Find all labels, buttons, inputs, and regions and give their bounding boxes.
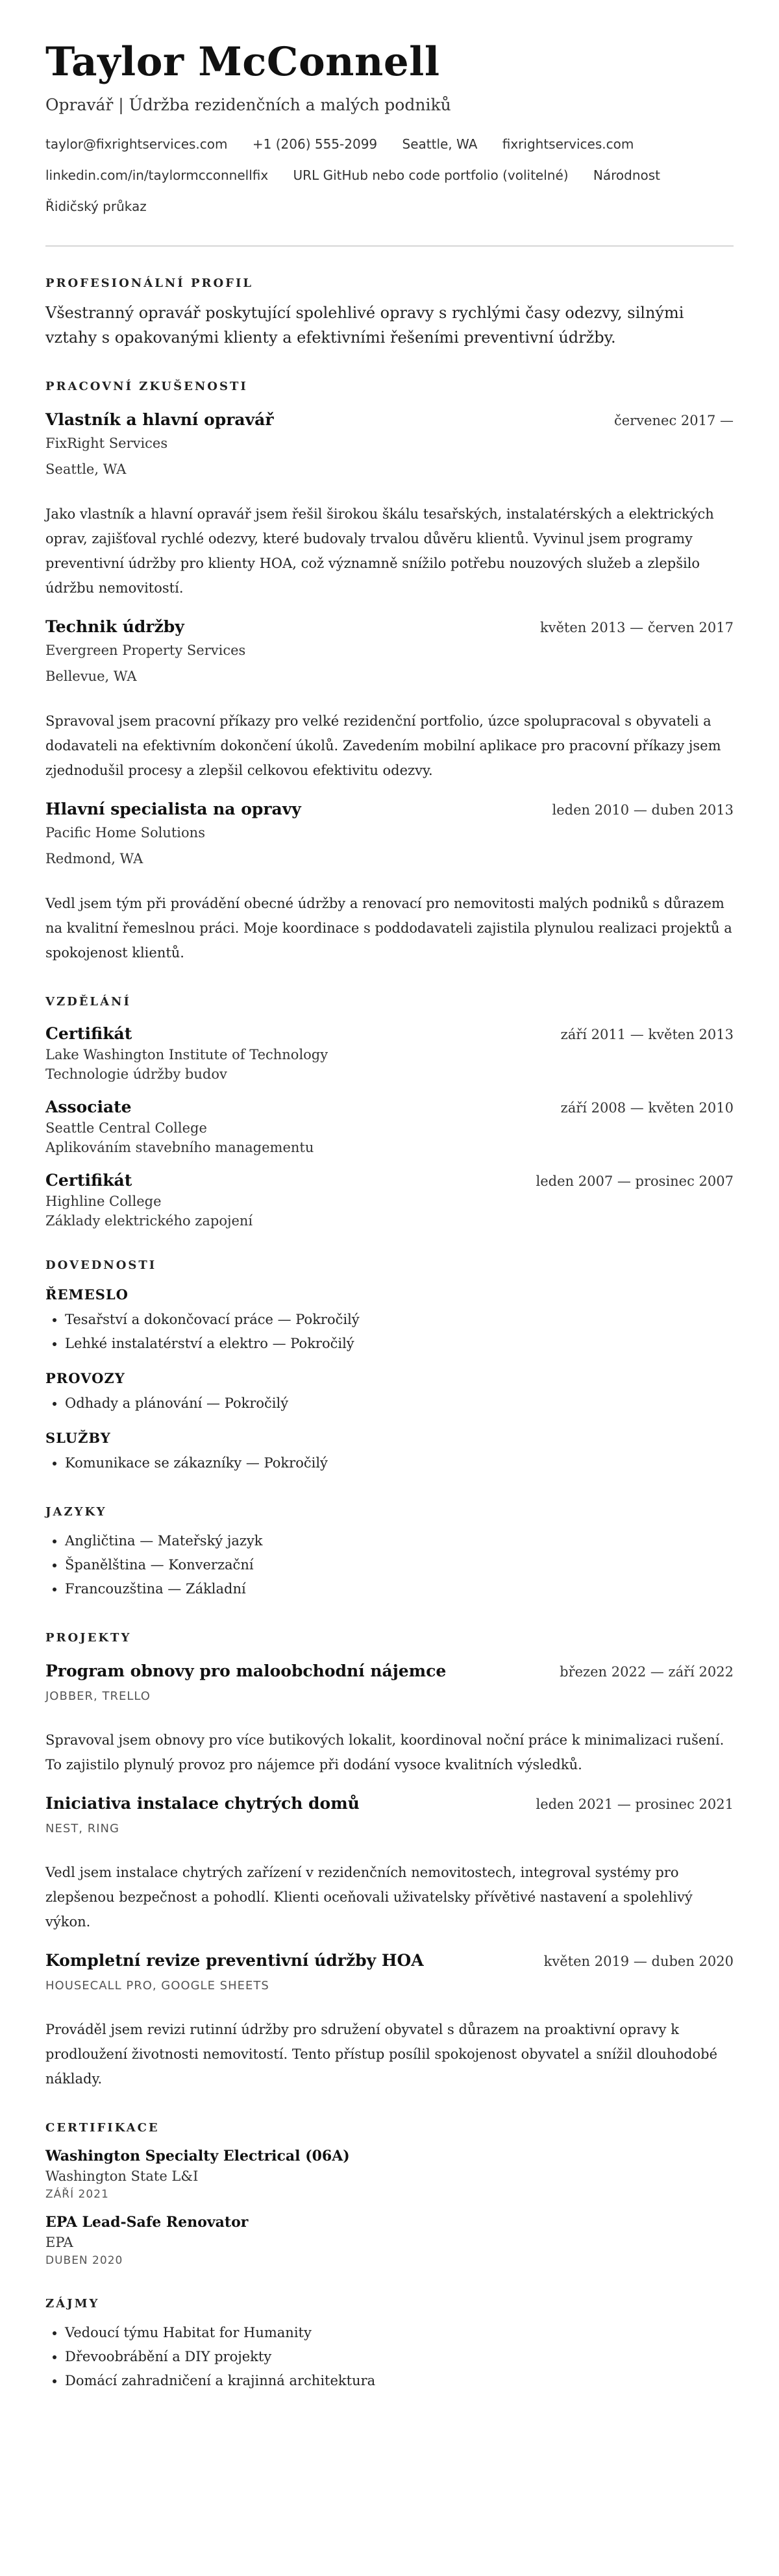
skill-item: • Odhady a plánování — Pokročilý <box>65 1392 734 1416</box>
skill-list <box>45 1392 734 1416</box>
study-field: Aplikováním stavebního managementu <box>45 1140 314 1156</box>
skill-list <box>45 1451 734 1475</box>
skill-item: • Lehké instalatérství a elektro — Pokročilý <box>65 1332 734 1356</box>
certification-name: EPA Lead-Safe Renovator <box>45 2214 249 2231</box>
language-list <box>45 1529 734 1601</box>
project-tools: JOBBER, TRELLO <box>45 1689 151 1704</box>
skill-category: SLUŽBY <box>45 1430 111 1447</box>
education-dates: září 2011 — květen 2013 <box>560 1027 734 1043</box>
project-entry <box>45 1951 734 2091</box>
project-description: Prováděl jsem revizi rutinní údržby pro sdružení obyvatel s důrazem na proaktivní opravy k prodloužení životnosti nemovitostí. Tento přístup posílil spokojenost obyvatel a snížil dlouhodobé náklady. <box>45 2022 718 2087</box>
contact-location: Seattle, WA <box>402 136 478 153</box>
certification-name: Washington Specialty Electrical (06A) <box>45 2148 350 2165</box>
job-dates: květen 2013 — červen 2017 <box>539 620 734 636</box>
projects-section <box>45 1631 734 2091</box>
project-description: Spravoval jsem obnovy pro více butikových lokalit, koordinoval noční práce k minimalizaci rušení. To zajistilo plynulý provoz pro nájemce při dodání vysoce kvalitních výsledků. <box>45 1732 724 1773</box>
skill-category: PROVOZY <box>45 1370 125 1387</box>
profile-summary: Všestranný opravář poskytující spolehlivé opravy s rychlými časy odezvy, silnými vztahy s opakovanými klienty a efektivními řešeními preventivní údržby. <box>45 304 684 347</box>
job-role: Vlastník a hlavní opravář <box>45 410 274 430</box>
section-title: PROJEKTY <box>45 1631 132 1645</box>
project-name: Program obnovy pro maloobchodní nájemce <box>45 1662 447 1681</box>
job-role: Technik údržby <box>45 617 184 637</box>
interest-item: • Vedoucí týmu Habitat for Humanity <box>65 2321 734 2345</box>
study-field: Základy elektrického zapojení <box>45 1213 253 1229</box>
certification-entry <box>45 2214 734 2267</box>
profile-section <box>45 276 734 350</box>
contact-nationality: Národnost <box>593 167 661 184</box>
job-dates: červenec 2017 — <box>613 413 734 429</box>
contact-license: Řidičský průkaz <box>45 199 147 215</box>
certification-entry <box>45 2148 734 2201</box>
section-title: CERTIFIKACE <box>45 2121 160 2135</box>
interest-item: • Domácí zahradničení a krajinná architektura <box>65 2369 734 2393</box>
study-field: Technologie údržby budov <box>45 1066 227 1083</box>
project-tools: HOUSECALL PRO, GOOGLE SHEETS <box>45 1979 269 1993</box>
job-title: Opravář | Údržba rezidenčních a malých podniků <box>45 95 451 115</box>
languages-section <box>45 1505 734 1601</box>
skill-item: • Tesařství a dokončovací práce — Pokročilý <box>65 1308 734 1332</box>
person-name: Taylor McConnell <box>45 39 440 85</box>
company-name: Evergreen Property Services <box>45 643 246 659</box>
job-role: Hlavní specialista na opravy <box>45 800 301 819</box>
certification-date: DUBEN 2020 <box>45 2254 123 2268</box>
contact-portfolio: URL GitHub nebo code portfolio (volitelné) <box>293 167 569 184</box>
project-entry <box>45 1662 734 1777</box>
degree: Certifikát <box>45 1024 132 1044</box>
skills-section <box>45 1258 734 1475</box>
certification-issuer: Washington State L&I <box>45 2168 199 2185</box>
interest-list <box>45 2321 734 2393</box>
company-name: FixRight Services <box>45 435 168 452</box>
interest-item: • Dřevoobrábění a DIY projekty <box>65 2345 734 2369</box>
degree: Associate <box>45 1098 132 1117</box>
education-entry <box>45 1171 734 1229</box>
section-title: VZDĚLÁNÍ <box>45 995 131 1009</box>
job-description: Spravoval jsem pracovní příkazy pro velké rezidenční portfolio, úzce spolupracoval s obyvateli a dodavateli na efektivním dokončení úkolů. Zavedením mobilní aplikace pro pracovní příkazy jsem zjednodušil procesy a zlepšil celkovou efektivitu odezvy. <box>45 713 721 779</box>
education-section <box>45 995 734 1229</box>
section-title: PRACOVNÍ ZKUŠENOSTI <box>45 380 248 394</box>
contact-email[interactable]: taylor@fixrightservices.com <box>45 136 228 153</box>
school-name: Seattle Central College <box>45 1120 207 1136</box>
certification-issuer: EPA <box>45 2235 73 2251</box>
company-name: Pacific Home Solutions <box>45 825 205 841</box>
section-title: PROFESIONÁLNÍ PROFIL <box>45 276 254 291</box>
project-name: Kompletní revize preventivní údržby HOA <box>45 1951 424 1970</box>
job-dates: leden 2010 — duben 2013 <box>552 802 734 818</box>
project-entry <box>45 1794 734 1934</box>
project-dates: leden 2021 — prosinec 2021 <box>536 1797 734 1813</box>
project-tools: NEST, RING <box>45 1822 119 1836</box>
job-location: Bellevue, WA <box>45 669 137 685</box>
project-dates: květen 2019 — duben 2020 <box>543 1954 734 1970</box>
section-title: ZÁJMY <box>45 2297 100 2311</box>
skill-category: ŘEMESLO <box>45 1286 129 1303</box>
skill-list <box>45 1308 734 1356</box>
job-description: Vedl jsem tým při provádění obecné údržby a renovací pro nemovitosti malých podniků s důrazem na kvalitní řemeslnou práci. Moje koordinace s poddodavateli zajistila plynulou realizaci projektů a spokojenost klientů. <box>45 896 732 961</box>
job-location: Redmond, WA <box>45 851 143 867</box>
job-location: Seattle, WA <box>45 461 127 478</box>
certification-date: ZÁŘÍ 2021 <box>45 2188 109 2202</box>
education-dates: leden 2007 — prosinec 2007 <box>536 1173 734 1190</box>
language-item: • Francouzština — Základní <box>65 1577 734 1601</box>
contact-info <box>45 129 734 222</box>
school-name: Lake Washington Institute of Technology <box>45 1047 328 1063</box>
education-dates: září 2008 — květen 2010 <box>560 1100 734 1116</box>
education-entry <box>45 1024 734 1082</box>
education-entry <box>45 1098 734 1155</box>
language-item: • Španělština — Konverzační <box>65 1553 734 1577</box>
experience-entry <box>45 410 734 600</box>
interests-section <box>45 2297 734 2393</box>
contact-linkedin[interactable]: linkedin.com/in/taylormcconnellfix <box>45 167 269 184</box>
job-description: Jako vlastník a hlavní opravář jsem řešil širokou škálu tesařských, instalatérských a elektrických oprav, zajišťoval rychlé odezvy, které budovaly trvalou důvěru klientů. Vyvinul jsem programy preventivní údržby pro klienty HOA, což významně snížilo potřebu nouzových služeb a zlepšilo údržbu nemovitostí. <box>45 506 714 596</box>
header-divider <box>45 245 734 247</box>
skill-item: • Komunikace se zákazníky — Pokročilý <box>65 1451 734 1475</box>
section-title: DOVEDNOSTI <box>45 1258 157 1273</box>
contact-website[interactable]: fixrightservices.com <box>502 136 634 153</box>
experience-entry <box>45 617 734 783</box>
experience-entry <box>45 800 734 965</box>
certifications-section <box>45 2121 734 2267</box>
resume-header <box>45 40 734 222</box>
language-item: • Angličtina — Mateřský jazyk <box>65 1529 734 1553</box>
school-name: Highline College <box>45 1194 162 1210</box>
project-name: Iniciativa instalace chytrých domů <box>45 1794 360 1813</box>
degree: Certifikát <box>45 1171 132 1190</box>
contact-phone[interactable]: +1 (206) 555-2099 <box>252 136 378 153</box>
project-dates: březen 2022 — září 2022 <box>560 1664 734 1680</box>
project-description: Vedl jsem instalace chytrých zařízení v rezidenčních nemovitostech, integroval systémy pro zlepšenou bezpečnost a pohodlí. Klienti oceňovali uživatelsky přívětivé nastavení a spolehlivý výkon. <box>45 1865 693 1930</box>
experience-section <box>45 380 734 965</box>
section-title: JAZYKY <box>45 1505 107 1519</box>
